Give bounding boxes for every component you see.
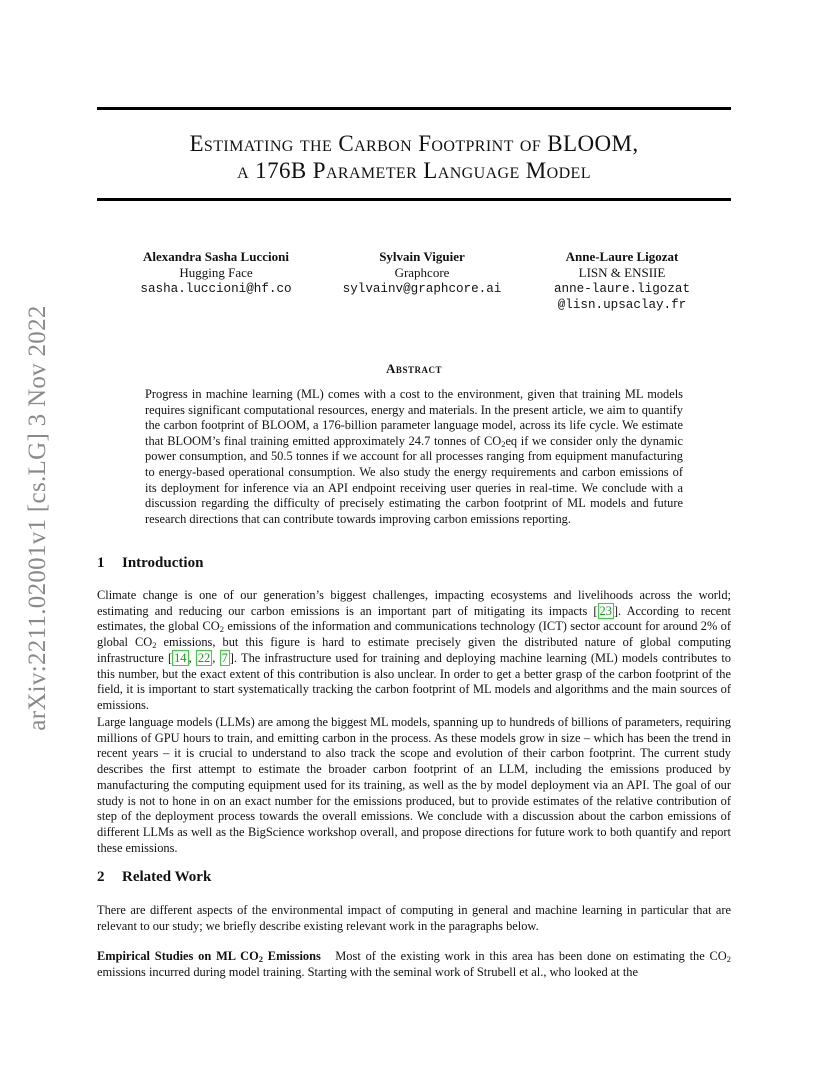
subscript: 2: [501, 438, 506, 449]
paragraph-text: Climate change is one of our generation’s biggest challenges, impacting ecosystems and livelihoods across the world; estimating and reducing our carbon emissions is an important part of mitigating its impacts [: [97, 588, 731, 618]
arxiv-stamp-text: arXiv:2211.02001v1 [cs.LG] 3 Nov 2022: [24, 305, 51, 731]
author-block: [118, 249, 314, 297]
author-block: [532, 249, 712, 313]
paragraph-text: emissions incurred during model training. Starting with the seminal work of Strubell et al., who looked at the: [97, 964, 638, 979]
subscript: 2: [152, 640, 157, 651]
author-email[interactable]: sylvainv@graphcore.ai: [342, 282, 502, 296]
paragraph-text: ]. The infrastructure used for training and deploying machine learning (ML) models contributes to this number, but the exact extent of this contribution is also unclear. In order to get a better grasp of the carbon footprint of the field, it is important to start systematically tracking the carbon footprint of ML models and algorithms and the main sources of emissions.: [97, 650, 731, 712]
section-heading-introduction: [97, 555, 203, 572]
abstract-body: [145, 387, 683, 527]
citation-separator: ,: [212, 650, 220, 665]
related-paragraph-2: [97, 949, 731, 980]
section-number: 1: [97, 555, 105, 571]
abstract-text: eq if we consider only the dynamic power consumption, and 50.5 tonnes if we account for all processes ranging from equipment manufacturing to energy-based operational consumption. We also study the energy requirements and carbon emissions of its deployment for inference via an API endpoint receiving user queries in real-time. We conclude with a discussion regarding the difficulty of precisely estimating the carbon footprint of ML models and future research directions that can contribute towards improving carbon emissions reporting.: [145, 433, 683, 526]
abstract-text: Progress in machine learning (ML) comes with a cost to the environment, given that training ML models requires significant computational resources, energy and materials. In the present article, we aim to quantify the carbon footprint of BLOOM, a 176-billion parameter language model, across its life cycle. We estimate that BLOOM’s final training emitted approximately 24.7 tonnes of CO: [145, 387, 683, 448]
paragraph-text: Most of the existing work in this area has been done on estimating the CO: [335, 949, 727, 963]
title-rule-bottom: [97, 198, 731, 201]
citation-link[interactable]: 22: [197, 650, 211, 665]
author-block: [327, 249, 517, 297]
author-name: Anne-Laure Ligozat: [565, 249, 679, 264]
intro-paragraph-1: [97, 588, 731, 714]
paper-title-line-2: a 176B Parameter Language Model: [237, 158, 591, 183]
citation-link[interactable]: 14: [174, 650, 187, 665]
related-paragraph-1: There are different aspects of the environmental impact of computing in general and machine learning in particular that are relevant to our study; we briefly describe existing relevant work in the paragraphs below.: [97, 903, 731, 933]
paper-title-line-1: Estimating the Carbon Footprint of BLOOM,: [189, 131, 639, 156]
paragraph-text: emissions of the information and communications technology (ICT) sector account for around 2% of global CO: [97, 619, 731, 650]
author-affiliation: Graphcore: [394, 265, 450, 280]
section-heading-related-work: [97, 869, 211, 886]
author-name: Sylvain Viguier: [379, 249, 465, 264]
author-email[interactable]: sasha.luccioni@hf.co: [140, 282, 292, 296]
intro-paragraph-2: Large language models (LLMs) are among the biggest ML models, spanning up to hundreds of billions of parameters, requiring millions of GPU hours to train, and emitting carbon in the process. As these models grow in size – which has been the trend in recent years – it is crucial to understand to also track the scope and evolution of their carbon footprint. The current study describes the first attempt to estimate the broader carbon footprint of an LLM, including the emissions produced by manufacturing the computing equipment used for its training, as well as the by model deployment via an API. The goal of our study is not to hone in on an exact number for the emissions produced, but to provide estimates of the relative contribution of step of the deployment process towards the overall emissions. We conclude with a discussion about the carbon emissions of different LLMs as well as the BigScience workshop overall, and propose directions for future work to both quantify and report these emissions.: [97, 715, 731, 855]
section-number: 2: [97, 869, 105, 885]
subscript: 2: [258, 954, 263, 964]
abstract-heading: Abstract: [386, 361, 442, 376]
citation-link[interactable]: 7: [221, 650, 228, 665]
author-affiliation: Hugging Face: [179, 265, 253, 280]
author-email-line-2[interactable]: @lisn.upsaclay.fr: [557, 298, 687, 312]
citation-link[interactable]: 23: [599, 603, 612, 618]
author-name: Alexandra Sasha Luccioni: [143, 249, 289, 264]
paragraph-text: emissions, but this figure is hard to estimate precisely given the distributed nature of global computing infrastructure [: [97, 635, 732, 665]
citation-separator: ,: [188, 650, 196, 665]
paragraph-runin-heading: Emissions: [263, 949, 321, 963]
section-title: Introduction: [122, 555, 204, 571]
subscript: 2: [726, 954, 732, 964]
subscript: 2: [219, 624, 224, 635]
author-affiliation: LISN & ENSIIE: [578, 265, 666, 280]
paragraph-runin-heading: Empirical Studies on ML CO: [97, 949, 259, 963]
author-email-line-1[interactable]: anne-laure.ligozat: [553, 282, 691, 296]
paragraph-text: ]. According to recent estimates, the global CO: [97, 603, 731, 634]
title-rule-top: [97, 107, 731, 110]
section-title: Related Work: [122, 869, 212, 885]
